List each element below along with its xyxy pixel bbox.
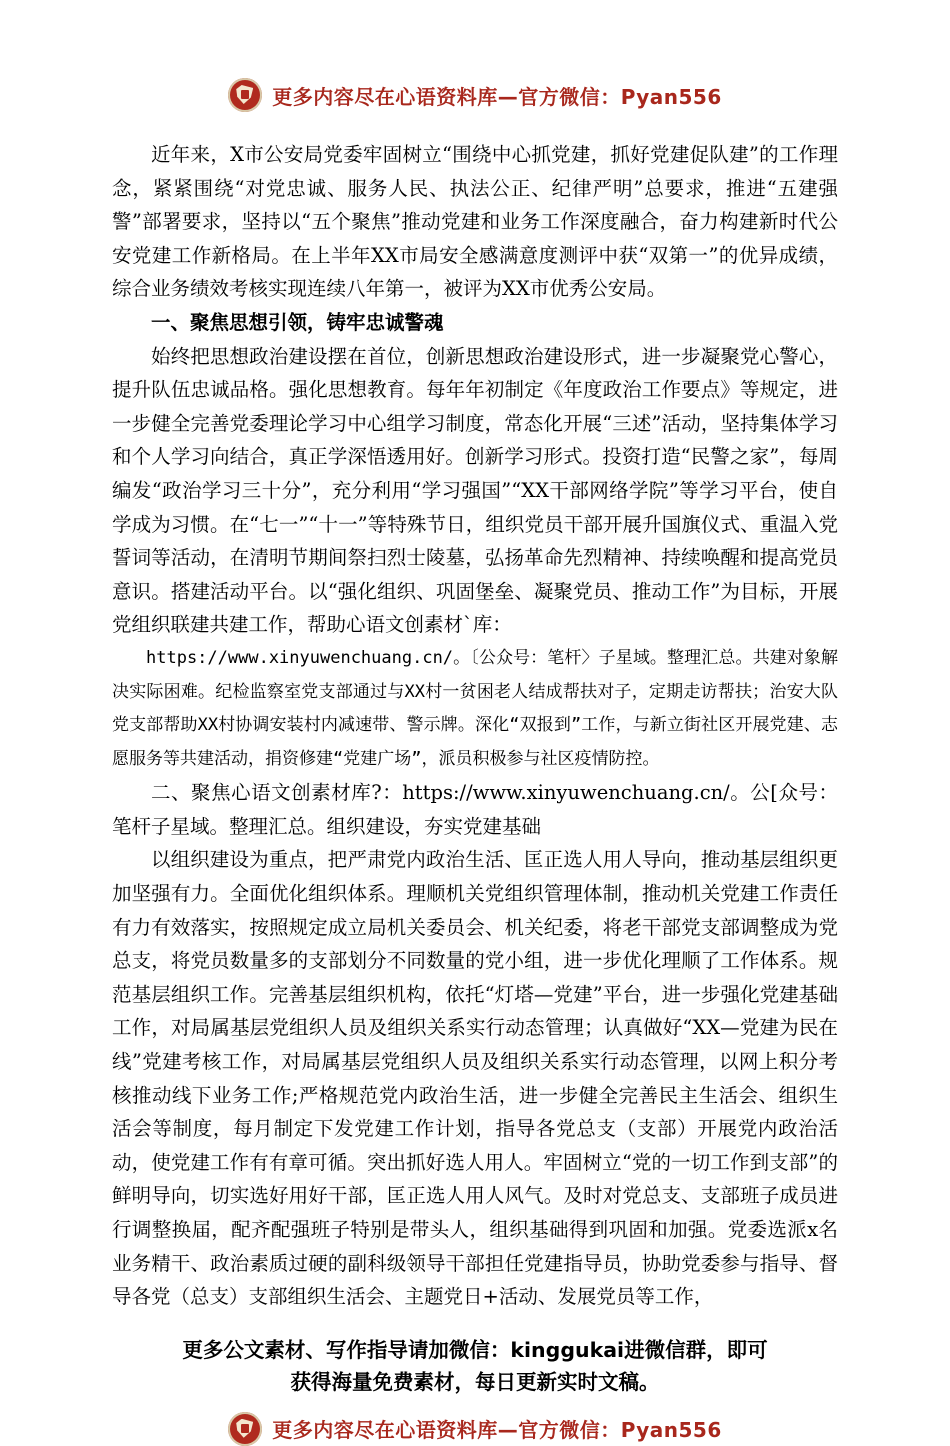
section-heading-1: 一、聚焦思想引领，铸牢忠诚警魂 bbox=[151, 310, 444, 334]
shield-emblem-icon bbox=[228, 78, 262, 112]
promo-block bbox=[112, 1334, 838, 1398]
watermark-footer-text bbox=[272, 1414, 722, 1443]
watermark-footer bbox=[112, 1398, 838, 1446]
paragraph-intro: 近年来，X市公安局党委牢固树立“围绕中心抓党建，抓好党建促队建”的工作理念，紧紧围绕“对党忠诚、服务人民、执法公正、纪律严明”总要求，推进“五建强警”部署要求，坚持以“五个聚焦”推动党建和业务工作深度融合，奋力构建新时代公安党建工作新格局。在上半年XX市局安全感满意度测评中获“双第一”的优异成绩，综合业务绩效考核实现连续八年第一，被评为XX市优秀公安局。 bbox=[112, 143, 839, 301]
promo-line-2: 获得海量免费素材，每日更新实时文稿。 bbox=[290, 1369, 660, 1394]
paragraph-section1: 始终把思想政治建设摆在首位，创新思想政治建设形式，进一步凝聚党心警心，提升队伍忠诚品格。强化思想教育。每年年初制定《年度政治工作要点》等规定，进一步健全完善党委理论学习中心组学习制度，常态化开展“三述”活动，坚持集体学习和个人学习向结合，真正学深悟透用好。创新学习形式。投资打造“民警之家”，每周编发“政治学习三十分”，充分利用“学习强国”“XX干部网络学院”等学习平台，使自学成为习惯。在“七一”“十一”等特殊节日，组织党员干部开展升国旗仪式、重温入党誓词等活动，在清明节期间祭扫烈士陵墓，弘扬革命先烈精神、持续唤醒和提高党员意识。搭建活动平台。以“强化组织、巩固堡垒、凝聚党员、推动工作”为目标，开展党组织联建共建工作，帮助心语文创素材`库： bbox=[112, 344, 838, 637]
watermark-header-text bbox=[272, 81, 722, 110]
watermark-footer-main: 更多内容尽在心语资料库— bbox=[272, 1418, 519, 1443]
section-heading-2: 二、聚焦心语文创素材库?：https://www.xinyuwenchuang.cn/。公[众号：笔杆子星域。整理汇总。组织建设，夯实党建基础 bbox=[112, 781, 838, 838]
shield-emblem-icon bbox=[228, 1412, 262, 1446]
document-body bbox=[112, 138, 838, 1314]
watermark-header bbox=[112, 0, 838, 112]
paragraph-section2: 以组织建设为重点，把严肃党内政治生活、匡正选人用人导向，推动基层组织更加坚强有力。全面优化组织体系。理顺机关党组织管理体制，推动机关党建工作责任有力有效落实，按照规定成立局机关委员会、机关纪委，将老干部党支部调整成为党总支，将党员数量多的支部划分不同数量的党小组，进一步优化理顺了工作体系。规范基层组织工作。完善基层组织机构，依托“灯塔—党建”平台，进一步强化党建基础工作，对局属基层党组织人员及组织关系实行动态管理；认真做好“XX—党建为民在线”党建考核工作，对局属基层党组织人员及组织关系实行动态管理，以网上积分考核推动线下业务工作;严格规范党内政治生活，进一步健全完善民主生活会、组织生活会等制度，每月制定下发党建工作计划，指导各党总支（支部）开展党内政治活动，使党建工作有有章可循。突出抓好选人用人。牢固树立“党的一切工作到支部”的鲜明导向，切实选好用好干部，匡正选人用人风气。及时对党总支、支部班子成员进行调整换届，配齐配强班子特别是带头人，组织基础得到巩固和加强。党委选派x名业务精干、政治素质过硬的副科级领导干部担任党建指导员，协助党委参与指导、督导各党（总支）支部组织生活会、主题党日+活动、发展党员等工作， bbox=[112, 848, 838, 1309]
paragraph-section1-url: https://www.xinyuwenchuang.cn/。〔公众号：笔杆〉子星域。整理汇总。共建对象解决实际困难。纪检监察室党支部通过与XX村一贫困老人结成帮扶对子，定期走访帮扶；治安大队党支部帮助XX村协调安装村内减速带、警示牌。深化“双报到”工作，与新立街社区开展党建、志愿服务等共建活动，捐资修建“党建广场”，派员积极参与社区疫情防控。 bbox=[112, 647, 838, 769]
watermark-footer-wechat: 官方微信：Pyan556 bbox=[518, 1418, 722, 1443]
watermark-header-main: 更多内容尽在心语资料库— bbox=[272, 84, 519, 109]
watermark-header-wechat: 官方微信：Pyan556 bbox=[518, 84, 722, 109]
promo-line-1: 更多公文素材、写作指导请加微信：kinggukai进微信群，即可 bbox=[182, 1337, 768, 1362]
